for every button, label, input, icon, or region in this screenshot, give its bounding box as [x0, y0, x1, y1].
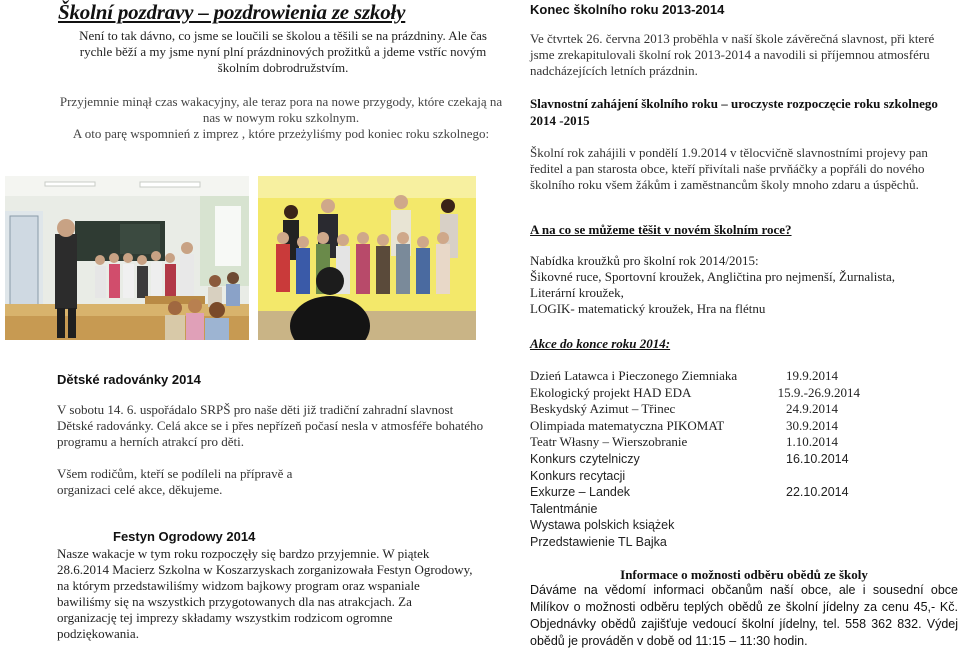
- radovanky-thanks: Všem rodičům, kteří se podíleli na přípravě a organizaci celé akce, děkujeme.: [57, 466, 293, 497]
- table-row: [530, 484, 860, 501]
- akce-name: Wystawa polskich książek: [530, 518, 675, 533]
- table-row: [530, 468, 860, 485]
- akce-name: Exkurze – Landek: [530, 485, 631, 500]
- krouzky-line: LOGIK- matematický kroužek, Hra na flétnu: [530, 301, 766, 316]
- classroom-photo: [5, 176, 249, 340]
- akce-date: 24.9.2014: [786, 401, 838, 417]
- akce-name: Konkurs recytacji: [530, 468, 626, 483]
- newsletter-title: Školní pozdravy – pozdrowienia ze szkoły: [58, 0, 406, 24]
- akce-date: 19.9.2014: [786, 368, 838, 383]
- akce-name: Beskydský Azimut – Třinec: [530, 401, 676, 417]
- table-row: [530, 517, 860, 534]
- table-row: [530, 501, 860, 518]
- akce-heading: Akce do konce roku 2014:: [530, 336, 671, 351]
- krouzky-line: Nabídka kroužků pro školní rok 2014/2015:: [530, 253, 759, 268]
- akce-date: 15.9.-26.9.2014: [777, 384, 860, 400]
- krouzky-line: Šikovné ruce, Sportovní kroužek, Angličtina pro nejmenší, Žurnalista,: [530, 269, 896, 284]
- akce-date: 16.10.2014: [786, 451, 849, 466]
- table-row: [530, 385, 860, 402]
- akce-name: Konkurs czytelniczy: [530, 451, 640, 466]
- akce-name: Olimpiada matematyczna PIKOMAT: [530, 417, 725, 433]
- zahajeni-paragraph: Školní rok zahájili v pondělí 1.9.2014 v tělocvičně slavnostními projevy pan ředitel a pan starosta obce, kteří přivítali naše prvňáčky a popřáli do nového školního roku všem žákům i zaměstnancům školy mnoho zdaru a úspěchů.: [530, 145, 928, 192]
- table-row: [530, 418, 860, 435]
- radovanky-paragraph: V sobotu 14. 6. uspořádalo SRPŠ pro naše děti již tradiční zahradní slavnost Dětské radovánky. Celá akce se i přes nepřízeň počasí nesla v atmosféře bohatého programu a herních atrakcí pro děti.: [57, 402, 484, 449]
- akce-name: Ekologický projekt HAD EDA: [530, 384, 692, 400]
- krouzky-heading: A na co se můžeme těšit v novém školním roce?: [530, 222, 792, 237]
- table-row: [530, 434, 860, 451]
- group-photo: [258, 176, 476, 340]
- akce-name: Przedstawienie TL Bajka: [530, 534, 667, 549]
- akce-name: Teatr Własny – Wierszobranie: [530, 434, 688, 450]
- intro-czech: Není to tak dávno, co jsme se loučili se školou a těšili se na prázdniny. Ale čas rychle běží a my jsme nyní plní prázdninových prožitků a jdeme vstříc novým školním dobrodružstvím.: [79, 28, 487, 75]
- krouzky-line: Literární kroužek,: [530, 285, 624, 300]
- akce-table: [530, 368, 860, 551]
- radovanky-heading: Dětské radovánky 2014: [57, 372, 201, 387]
- akce-date: 22.10.2014: [786, 485, 849, 500]
- akce-name: Talentmánie: [530, 501, 598, 516]
- zahajeni-heading: Slavnostní zahájení školního roku – uroczyste rozpoczęcie roku szkolnego 2014 -2015: [530, 96, 938, 128]
- festyn-heading: Festyn Ogrodowy 2014: [113, 529, 256, 544]
- obedy-paragraph: Dáváme na vědomí informaci občanům naší obce, ale i sousední obce Milíkov o možnosti odběru teplých obědů ze školní jídelny za cenu 45,- Kč. Objednávky obědů zajišťuje vedoucí školní jídelny, tel. 558 362 832. Výdej obědů je prováděn v době od 11:15 – 11:30 hodin.: [530, 583, 958, 648]
- akce-date: 30.9.2014: [786, 417, 838, 433]
- table-row: [530, 534, 860, 551]
- group-photo-icon: [258, 176, 476, 340]
- konec-paragraph: Ve čtvrtek 26. června 2013 proběhla v naší škole závěrečná slavnost, při které jsme zrekapitulovali školní rok 2013-2014 a navodili si příjemnou atmosféru nadcházejících letních prázdnin.: [530, 31, 935, 78]
- intro-polish: [58, 94, 504, 142]
- konec-heading: Konec školního roku 2013-2014: [530, 2, 725, 17]
- intro-polish-1: Przyjemnie minął czas wakacyjny, ale teraz pora na nowe przygody, które czekają na nas w nowym roku szkolnym.: [59, 94, 503, 125]
- table-row: [530, 451, 860, 468]
- festyn-paragraph: Nasze wakacje w tym roku rozpoczęły się bardzo przyjemnie. W piątek 28.6.2014 Macierz Szkolna w Koszarzyskach zorganizowała Festyn Ogrodowy, na którym przedstawiliśmy widzom bajkowy program oraz wspaniale bawiliśmy się na wszystkich przygotowanych dla nas atrakcjach. Za organizację tej imprezy składamy wszystkim rodzicom ogromne podziękowania.: [57, 546, 473, 641]
- krouzky-list: [530, 253, 950, 317]
- akce-date: 1.10.2014: [786, 434, 838, 450]
- classroom-photo-icon: [5, 176, 249, 340]
- intro-polish-2: A oto parę wspomnień z imprez , które przeżyliśmy pod koniec roku szkolnego:: [72, 126, 490, 141]
- obedy-heading: Informace o možnosti odběru obědů ze školy: [620, 567, 868, 582]
- akce-name: Dzień Latawca i Pieczonego Ziemniaka: [530, 368, 738, 383]
- table-row: [530, 368, 860, 385]
- table-row: [530, 401, 860, 418]
